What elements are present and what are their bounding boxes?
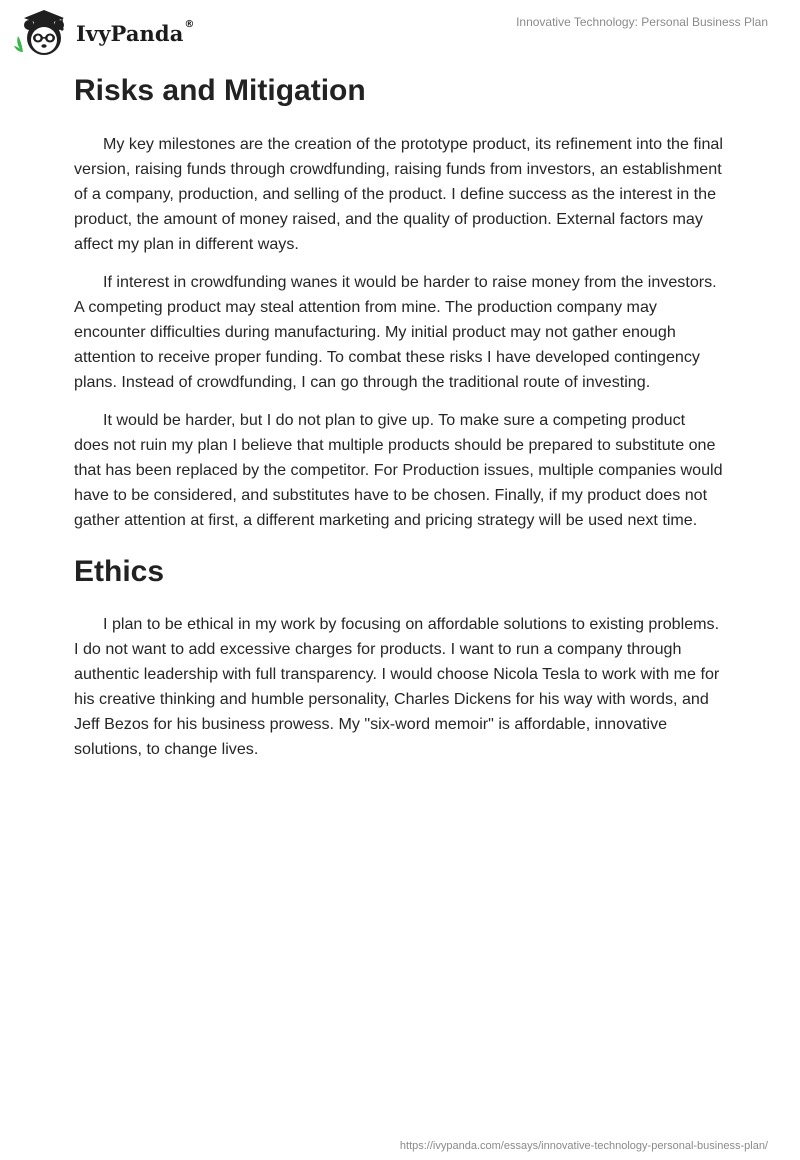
- source-url[interactable]: https://ivypanda.com/essays/innovative-technology-personal-business-plan/: [399, 1140, 768, 1152]
- brand-logo[interactable]: [14, 8, 195, 58]
- brand-name: IvyPanda®: [76, 18, 195, 46]
- page-header: [0, 0, 800, 62]
- section-heading-ethics: Ethics: [74, 555, 165, 588]
- paragraph: It would be harder, but I do not plan to give up. To make sure a competing product does not ruin my plan I believe that multiple products should be prepared to substitute one that has been replaced by the competitor. For Production issues, multiple companies would have to be considered, and substitutes have to be chosen. Finally, if my product does not gather attention at first, a different marketing and pricing strategy will be used next time.: [74, 411, 723, 529]
- section-heading-risks: Risks and Mitigation: [74, 74, 366, 107]
- paragraph: I plan to be ethical in my work by focusing on affordable solutions to existing problems. I do not want to add excessive charges for products. I want to run a company through authentic leadership with full transparency. I would choose Nicola Tesla to work with me for his creative thinking and humble personality, Charles Dickens for his way with words, and Jeff Bezos for his business prowess. My "six-word memoir" is affordable, innovative solutions, to change lives.: [74, 615, 720, 758]
- running-title: Innovative Technology: Personal Business Plan: [516, 15, 768, 29]
- panda-graduate-icon: [14, 8, 72, 58]
- paragraph: My key milestones are the creation of the prototype product, its refinement into the final version, raising funds through crowdfunding, raising funds from investors, an establishment of a company, production, and selling of the product. I define success as the interest in the product, the amount of money raised, and the quality of production. External factors may affect my plan in different ways.: [74, 135, 723, 253]
- essay-body: [74, 70, 724, 775]
- paragraph: If interest in crowdfunding wanes it would be harder to raise money from the investors. A competing product may steal attention from mine. The production company may encounter difficulties during manufacturing. My initial product may not gather enough attention to receive proper funding. To combat these risks I have developed contingency plans. Instead of crowdfunding, I can go through the traditional route of investing.: [74, 273, 717, 391]
